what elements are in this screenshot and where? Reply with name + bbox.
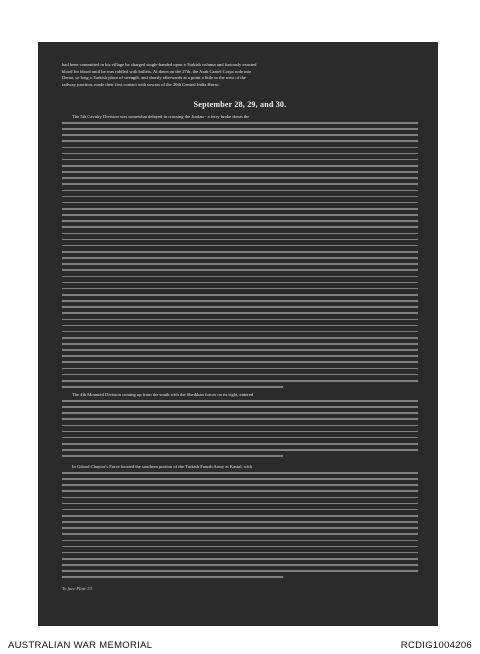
text-line-placeholder xyxy=(62,455,283,457)
text-line-placeholder xyxy=(62,128,418,130)
text-line-placeholder xyxy=(62,276,418,278)
text-line-placeholder xyxy=(62,533,418,535)
text-line-placeholder xyxy=(62,478,418,480)
paragraph-body xyxy=(62,472,418,583)
text-line-placeholder xyxy=(62,300,418,302)
text-line-placeholder xyxy=(62,239,418,241)
text-line-placeholder xyxy=(62,570,418,572)
text-line-placeholder xyxy=(62,251,418,253)
intro-line: railway junction, made their first contact with sowars of the 20th Central India Horse. xyxy=(62,81,220,87)
archive-name: AUSTRALIAN WAR MEMORIAL xyxy=(8,640,153,651)
text-line-placeholder xyxy=(62,349,418,351)
text-line-placeholder xyxy=(62,226,418,228)
text-line-placeholder xyxy=(62,564,418,566)
text-line-placeholder xyxy=(62,312,418,314)
text-line-placeholder xyxy=(62,437,418,439)
intro-line: Deraa, so long a Turkish place of strength, and shortly afterwards at a point a little to the west of the xyxy=(62,75,246,80)
text-line-placeholder xyxy=(62,171,418,173)
text-line-placeholder xyxy=(62,202,418,204)
footnote: To face Plate 33. xyxy=(62,586,93,591)
text-line-placeholder xyxy=(62,177,418,179)
text-line-placeholder xyxy=(62,558,418,560)
text-line-placeholder xyxy=(62,515,418,517)
section-heading: September 28, 29, and 30. xyxy=(193,100,287,109)
text-line-placeholder xyxy=(62,406,418,408)
text-line-placeholder xyxy=(62,355,418,357)
text-line-placeholder xyxy=(62,269,418,271)
text-line-placeholder xyxy=(62,527,418,529)
text-line-placeholder xyxy=(62,245,418,247)
text-line-placeholder xyxy=(62,380,418,382)
text-line-placeholder xyxy=(62,412,418,414)
text-line-placeholder xyxy=(62,306,418,308)
text-line-placeholder xyxy=(62,576,283,578)
text-line-placeholder xyxy=(62,337,418,339)
text-line-placeholder xyxy=(62,431,418,433)
text-line-placeholder xyxy=(62,220,418,222)
text-line-placeholder xyxy=(62,331,418,333)
archive-caption-bar xyxy=(0,636,480,654)
paragraph-body xyxy=(62,122,418,392)
text-line-placeholder xyxy=(62,503,418,505)
text-line-placeholder xyxy=(62,233,418,235)
paragraph-opening: The 4th Mounted Division coming up from the south with the Sheikhan forces on its right, entered xyxy=(72,392,254,397)
text-line-placeholder xyxy=(62,509,418,511)
text-line-placeholder xyxy=(62,147,418,149)
text-line-placeholder xyxy=(62,540,418,542)
paragraph-opening: The 5th Cavalry Division was somewhat delayed in crossing the Jordan - a ferry broke down the xyxy=(72,114,250,119)
text-line-placeholder xyxy=(62,418,418,420)
text-line-placeholder xyxy=(62,159,418,161)
text-line-placeholder xyxy=(62,484,418,486)
text-line-placeholder xyxy=(62,546,418,548)
text-line-placeholder xyxy=(62,449,418,451)
text-line-placeholder xyxy=(62,386,283,388)
text-line-placeholder xyxy=(62,343,418,345)
text-line-placeholder xyxy=(62,183,418,185)
text-line-placeholder xyxy=(62,122,418,124)
text-line-placeholder xyxy=(62,325,418,327)
text-line-placeholder xyxy=(62,208,418,210)
paragraph-body xyxy=(62,400,418,461)
text-line-placeholder xyxy=(62,472,418,474)
text-line-placeholder xyxy=(62,319,418,321)
text-line-placeholder xyxy=(62,552,418,554)
text-line-placeholder xyxy=(62,490,418,492)
intro-line: had been committed in his village he charged single-handed upon a Turkish column and furiously exacted xyxy=(62,62,257,67)
text-line-placeholder xyxy=(62,134,418,136)
text-line-placeholder xyxy=(62,263,418,265)
archive-id: RCDIG1004206 xyxy=(400,640,472,651)
text-line-placeholder xyxy=(62,368,418,370)
text-line-placeholder xyxy=(62,257,418,259)
text-line-placeholder xyxy=(62,400,418,402)
paragraph-opening: In Gdood Chaytor's Force located the southern portion of the Turkish Fourth Army at Kastal, with xyxy=(72,464,252,469)
intro-line: blood for blood until he was riddled with bullets. At dawn on the 27th, the Arab Camel Corps rode into xyxy=(62,68,252,74)
text-line-placeholder xyxy=(62,443,418,445)
text-line-placeholder xyxy=(62,196,418,198)
text-line-placeholder xyxy=(62,214,418,216)
text-line-placeholder xyxy=(62,425,418,427)
text-line-placeholder xyxy=(62,282,418,284)
text-line-placeholder xyxy=(62,497,418,499)
text-line-placeholder xyxy=(62,374,418,376)
text-line-placeholder xyxy=(62,140,418,142)
text-line-placeholder xyxy=(62,165,418,167)
text-line-placeholder xyxy=(62,361,418,363)
text-line-placeholder xyxy=(62,153,418,155)
text-line-placeholder xyxy=(62,294,418,296)
text-line-placeholder xyxy=(62,521,418,523)
text-line-placeholder xyxy=(62,190,418,192)
text-line-placeholder xyxy=(62,288,418,290)
